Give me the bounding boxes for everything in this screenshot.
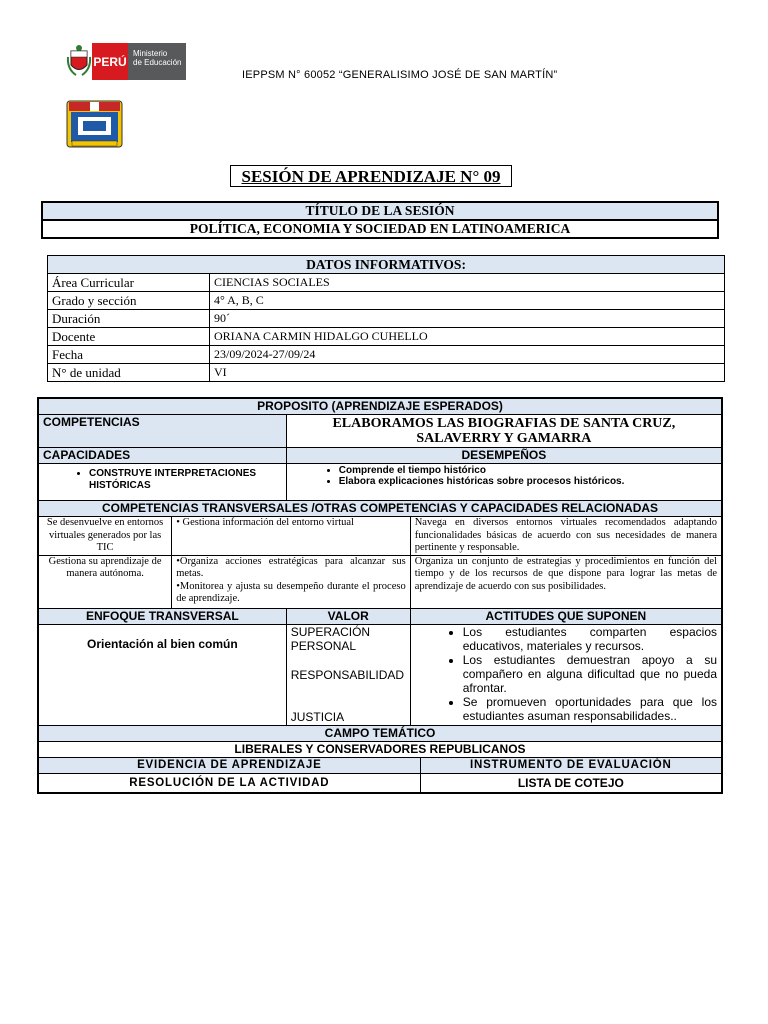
peru-shield-icon [66, 43, 92, 80]
row-label: Grado y sección [48, 292, 210, 310]
session-title-label: TÍTULO DE LA SESIÓN [42, 202, 718, 220]
list-item: • Los estudiantes comparten espacios educativos, materiales y recursos. [463, 625, 717, 653]
transversal-capacidad: •Organiza acciones estratégicas para alcanzar sus metas. •Monitorea y ajusta su desempeño durante el proceso de aprendizaje. [172, 555, 411, 608]
campo-value: LIBERALES Y CONSERVADORES REPUBLICANOS [38, 741, 722, 757]
table-row [48, 274, 725, 292]
instrumento-header: INSTRUMENTO DE EVALUACIÓN [420, 757, 722, 773]
valores-cell [286, 624, 410, 725]
list-item: • Elabora explicaciones históricas sobre procesos históricos. [339, 476, 717, 487]
actitudes-header: ACTITUDES QUE SUPONEN [410, 608, 722, 624]
table-row [48, 346, 725, 364]
evidencia-value: RESOLUCIÓN DE LA ACTIVIDAD [38, 773, 420, 793]
row-label: Fecha [48, 346, 210, 364]
peru-ministry-logo [66, 43, 186, 80]
ministry-label: Ministerio de Educación [128, 43, 186, 80]
row-value: ORIANA CARMIN HIDALGO CUHELLO [210, 328, 725, 346]
enfoque-header: ENFOQUE TRANSVERSAL [38, 608, 286, 624]
transversales-header: COMPETENCIAS TRANSVERSALES /OTRAS COMPETENCIAS Y CAPACIDADES RELACIONADAS [38, 501, 722, 517]
session-title: SESIÓN DE APRENDIZAJE N° 09 [230, 165, 512, 187]
peru-label: PERÚ [92, 43, 128, 80]
transversal-competencia: Se desenvuelve en entornos virtuales generados por las TIC [38, 517, 172, 556]
session-title-value: POLÍTICA, ECONOMIA Y SOCIEDAD EN LATINOAMERICA [42, 220, 718, 238]
session-title-table [41, 201, 719, 239]
row-value: 4° A, B, C [210, 292, 725, 310]
transversal-competencia: Gestiona su aprendizaje de manera autónoma. [38, 555, 172, 608]
list-item: • Comprende el tiempo histórico [339, 465, 717, 476]
row-value: 23/09/2024-27/09/24 [210, 346, 725, 364]
list-item: • Se promueven oportunidades para que los estudiantes asuman responsabilidades.. [463, 695, 717, 723]
proposito-header: PROPOSITO (APRENDIZAJE ESPERADOS) [38, 398, 722, 415]
row-label: N° de unidad [48, 364, 210, 382]
transversal-capacidad: • Gestiona información del entorno virtual [172, 517, 411, 556]
school-crest-icon [66, 100, 123, 148]
proposito-table [37, 397, 723, 794]
valor-header: VALOR [286, 608, 410, 624]
campo-header: CAMPO TEMÁTICO [38, 725, 722, 741]
valor-item: RESPONSABILIDAD [290, 667, 405, 682]
enfoque-value: Orientación al bien común [38, 624, 286, 725]
actitudes-list [410, 624, 722, 725]
desempenos-list [286, 464, 722, 501]
transversal-descripcion: Organiza un conjunto de estrategias y procedimientos en función del tiempo y de los recursos de que dispone para lograr las metas de aprendizaje de acuerdo con sus posibilidades. [410, 555, 722, 608]
row-label: Docente [48, 328, 210, 346]
desempenos-label: DESEMPEÑOS [286, 448, 722, 464]
table-row [48, 364, 725, 382]
capacidades-list [38, 464, 286, 501]
competencia-text: ELABORAMOS LAS BIOGRAFIAS DE SANTA CRUZ, SALAVERRY Y GAMARRA [286, 415, 722, 448]
row-value: 90´ [210, 310, 725, 328]
list-item: • CONSTRUYE INTERPRETACIONES HISTÓRICAS [89, 468, 282, 492]
instrumento-value: LISTA DE COTEJO [420, 773, 722, 793]
datos-header: DATOS INFORMATIVOS: [48, 256, 725, 274]
list-item: • Los estudiantes demuestran apoyo a su compañero en alguna dificultad que no pueda afrontar. [463, 653, 717, 695]
evidencia-header: EVIDENCIA DE APRENDIZAJE [38, 757, 420, 773]
row-label: Área Curricular [48, 274, 210, 292]
competencias-label: COMPETENCIAS [38, 415, 286, 448]
transversal-descripcion: Navega en diversos entornos virtuales recomendados adaptando funcionalidades básicas de acuerdo con sus necesidades de manera pertinente y responsable. [410, 517, 722, 556]
table-row [48, 328, 725, 346]
row-label: Duración [48, 310, 210, 328]
datos-informativos-table [47, 255, 725, 382]
row-value: CIENCIAS SOCIALES [210, 274, 725, 292]
valor-item: JUSTICIA [290, 709, 345, 724]
table-row [48, 310, 725, 328]
school-name: IEPPSM N° 60052 “GENERALISIMO JOSÉ DE SAN MARTÍN” [242, 69, 558, 81]
valor-item: SUPERACIÓN PERSONAL [290, 624, 371, 653]
table-row [48, 292, 725, 310]
capacidades-label: CAPACIDADES [38, 448, 286, 464]
row-value: VI [210, 364, 725, 382]
